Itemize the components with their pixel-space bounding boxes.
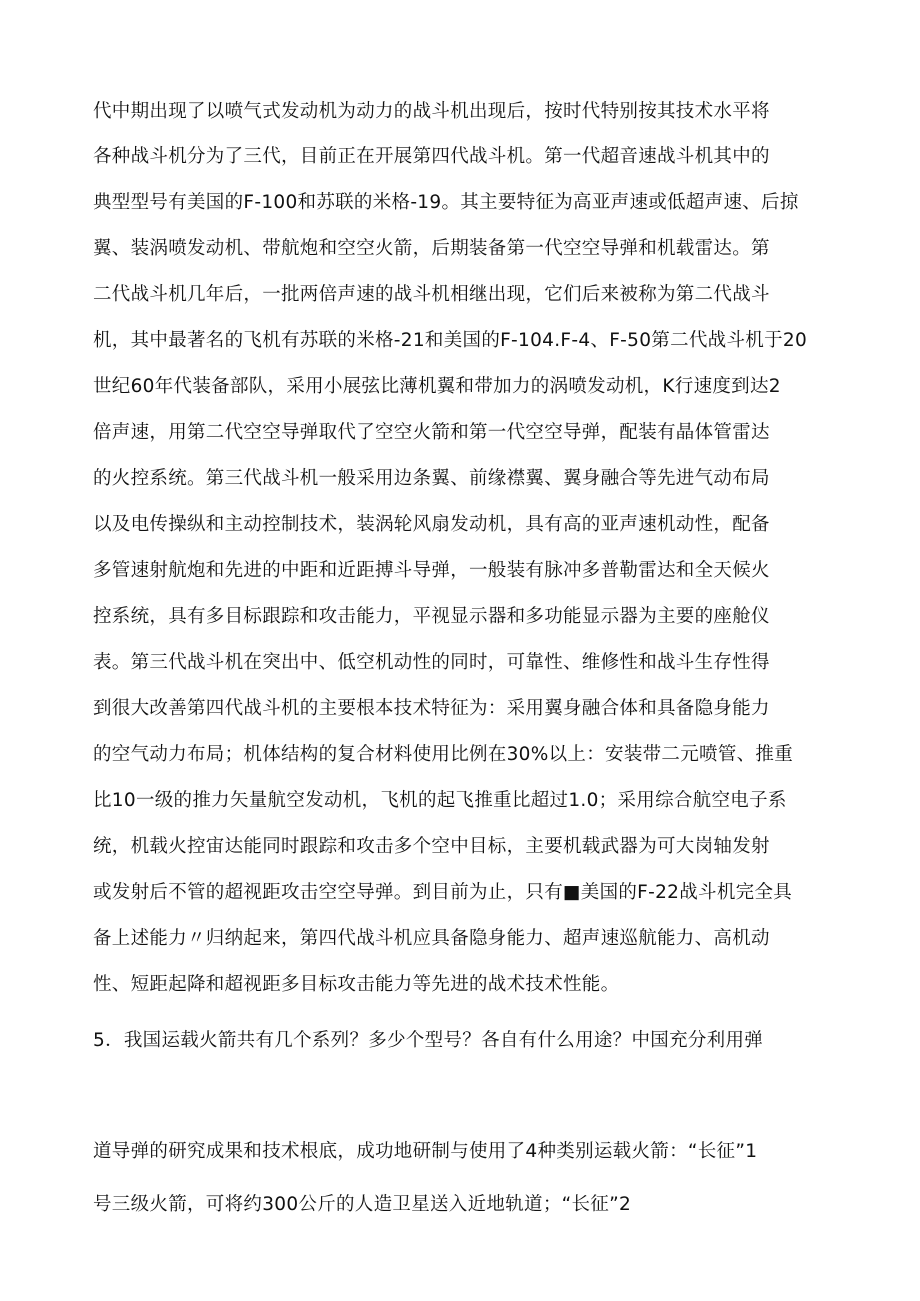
- paragraph-line: 控系统，具有多目标跟踪和攻击能力，平视显示器和多功能显示器为主要的座舱仪: [93, 606, 770, 627]
- paragraph-line: 倍声速，用第二代空空导弹取代了空空火箭和第一代空空导弹，配装有晶体管雷达: [93, 422, 770, 443]
- paragraph-line: 到很大改善第四代战斗机的主要根本技术特征为：采用翼身融合体和具备隐身能力: [93, 698, 770, 719]
- paragraph-line: 代中期出现了以喷气式发动机为动力的战斗机出现后，按时代特别按其技术水平将: [93, 101, 770, 122]
- paragraph-line: 或发射后不管的超视距攻击空空导弹。到目前为止，只有■美国的F-22战斗机完全具: [93, 882, 793, 903]
- paragraph-line: 以及电传操纵和主动控制技术，装涡轮风扇发动机，具有高的亚声速机动性，配备: [93, 514, 770, 535]
- question-line: 号三级火箭，可将约300公斤的人造卫星送入近地轨道；“长征”2: [93, 1194, 632, 1215]
- paragraph-line: 各种战斗机分为了三代，目前正在开展第四代战斗机。第一代超音速战斗机其中的: [93, 146, 770, 167]
- paragraph-line: 二代战斗机几年后，一批两倍声速的战斗机相继出现，它们后来被称为第二代战斗: [93, 284, 770, 305]
- paragraph-line: 备上述能力〃归纳起来，第四代战斗机应具备隐身能力、超声速巡航能力、高机动: [93, 928, 770, 949]
- paragraph-line: 多管速射航炮和先进的中距和近距搏斗导弹，一般装有脉冲多普勒雷达和全天候火: [93, 560, 770, 581]
- question-line: 道导弹的研究成果和技术根底，成功地研制与使用了4种类别运载火箭：“长征”1: [93, 1141, 758, 1162]
- paragraph-line: 典型型号有美国的F-100和苏联的米格-19。其主要特征为高亚声速或低超声速、后掠: [93, 192, 799, 213]
- paragraph-line: 比10一级的推力矢量航空发动机，飞机的起飞推重比超过1.0；采用综合航空电子系: [93, 790, 787, 811]
- paragraph-line: 世纪60年代装备部队，采用小展弦比薄机翼和带加力的涡喷发动机，K行速度到达2: [93, 376, 781, 397]
- paragraph-line: 机，其中最著名的飞机有苏联的米格-21和美国的F-104.F-4、F-50第二代战斗机于20: [93, 330, 808, 351]
- paragraph-line: 性、短距起降和超视距多目标攻击能力等先进的战术技术性能。: [93, 974, 620, 995]
- question-line: 5．我国运载火箭共有几个系列？多少个型号？各自有什么用途？中国充分利用弹: [93, 1030, 764, 1051]
- paragraph-line: 的空气动力布局；机体结构的复合材料使用比例在30%以上：安装带二元喷管、推重: [93, 744, 794, 765]
- paragraph-line: 的火控系统。第三代战斗机一般采用边条翼、前缘襟翼、翼身融合等先进气动布局: [93, 468, 770, 489]
- paragraph-line: 统，机载火控宙达能同时跟踪和攻击多个空中目标，主要机载武器为可大岗轴发射: [93, 836, 770, 857]
- paragraph-line: 翼、装涡喷发动机、带航炮和空空火箭，后期装备第一代空空导弹和机载雷达。第: [93, 238, 770, 259]
- paragraph-line: 表。第三代战斗机在突出中、低空机动性的同时，可靠性、维修性和战斗生存性得: [93, 652, 770, 673]
